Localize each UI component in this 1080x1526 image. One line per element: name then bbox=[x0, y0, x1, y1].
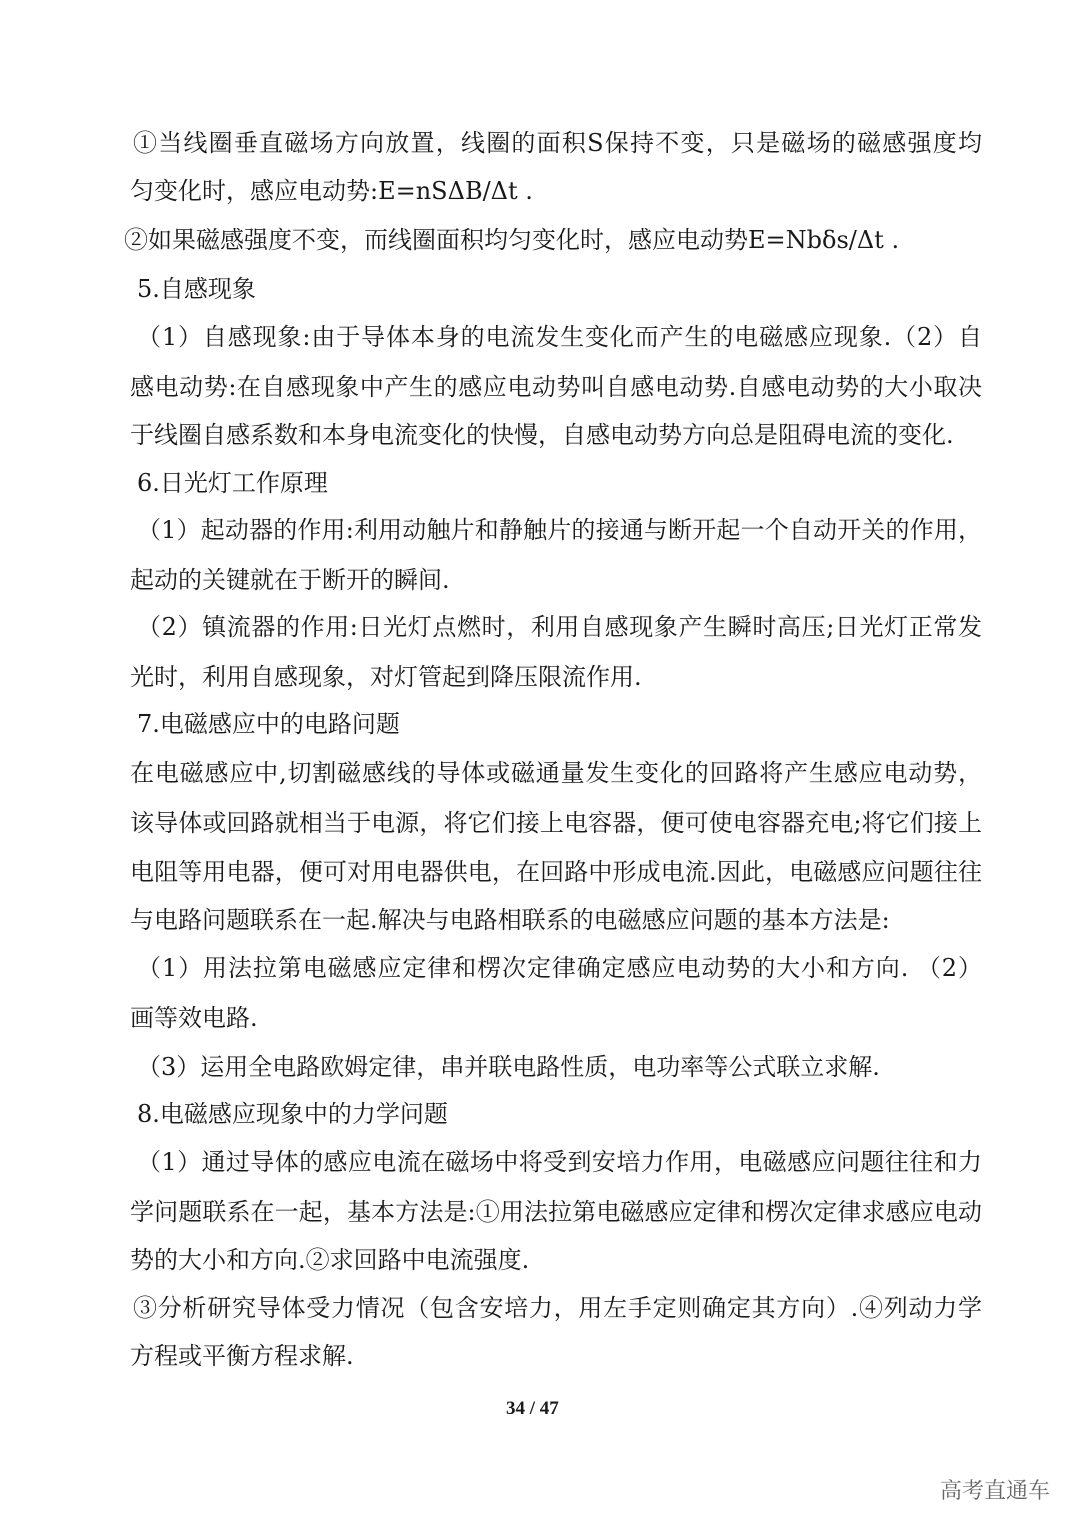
text-line: 势的大小和方向.②求回路中电流强度. bbox=[130, 1246, 530, 1274]
text-line: 起动的关键就在于断开的瞬间. bbox=[130, 566, 450, 594]
watermark: 高考直通车 bbox=[940, 1479, 1051, 1504]
text-line: 电阻等用电器，便可对用电器供电，在回路中形成电流.因此，电磁感应问题往往 bbox=[130, 858, 982, 886]
text-line: 该导体或回路就相当于电源，将它们接上电容器，便可使电容器充电;将它们接上 bbox=[130, 809, 982, 837]
section-heading: 8.电磁感应现象中的力学问题 bbox=[137, 1100, 448, 1128]
text-line: 学问题联系在一起，基本方法是:①用法拉第电磁感应定律和楞次定律求感应电动 bbox=[130, 1198, 982, 1226]
page-number: 34 / 47 bbox=[506, 1398, 559, 1419]
text-line: （3）运用全电路欧姆定律，串并联电路性质，电功率等公式联立求解. bbox=[137, 1053, 880, 1081]
text-line: 匀变化时，感应电动势:E=nSΔB/Δt . bbox=[130, 177, 533, 205]
text-line: ③分析研究导体受力情况（包含安培力，用左手定则确定其方向）.④列动力学 bbox=[133, 1294, 982, 1322]
text-line: 在电磁感应中,切割磁感线的导体或磁通量发生变化的回路将产生感应电动势， bbox=[130, 759, 982, 787]
section-heading: 6.日光灯工作原理 bbox=[137, 469, 328, 497]
section-heading: 5.自感现象 bbox=[137, 275, 256, 303]
text-line: （1）通过导体的感应电流在磁场中将受到安培力作用，电磁感应问题往往和力 bbox=[137, 1148, 982, 1176]
text-line: （2）镇流器的作用:日光灯点燃时，利用自感现象产生瞬时高压;日光灯正常发 bbox=[137, 613, 982, 641]
text-line: 方程或平衡方程求解. bbox=[130, 1342, 354, 1370]
text-line: 与电路问题联系在一起.解决与电路相联系的电磁感应问题的基本方法是: bbox=[130, 906, 890, 934]
text-line: 感电动势:在自感现象中产生的感应电动势叫自感电动势.自感电动势的大小取决 bbox=[130, 373, 982, 401]
text-line: 于线圈自感系数和本身电流变化的快慢，自感电动势方向总是阻碍电流的变化. bbox=[130, 421, 954, 449]
text-line: ①当线圈垂直磁场方向放置，线圈的面积S保持不变，只是磁场的磁感强度均 bbox=[133, 129, 982, 157]
text-line: 画等效电路. bbox=[130, 1004, 258, 1032]
text-line: ②如果磁感强度不变，而线圈面积均匀变化时，感应电动势E=Nbδs/Δt . bbox=[124, 226, 900, 254]
text-line: （1）用法拉第电磁感应定律和楞次定律确定感应电动势的大小和方向. （2） bbox=[137, 954, 982, 982]
section-heading: 7.电磁感应中的电路问题 bbox=[137, 710, 400, 738]
text-line: （1）起动器的作用:利用动触片和静触片的接通与断开起一个自动开关的作用， bbox=[137, 516, 982, 544]
text-line: 光时，利用自感现象，对灯管起到降压限流作用. bbox=[130, 663, 642, 691]
text-line: （1）自感现象:由于导体本身的电流发生变化而产生的电磁感应现象.（2）自 bbox=[137, 323, 982, 351]
